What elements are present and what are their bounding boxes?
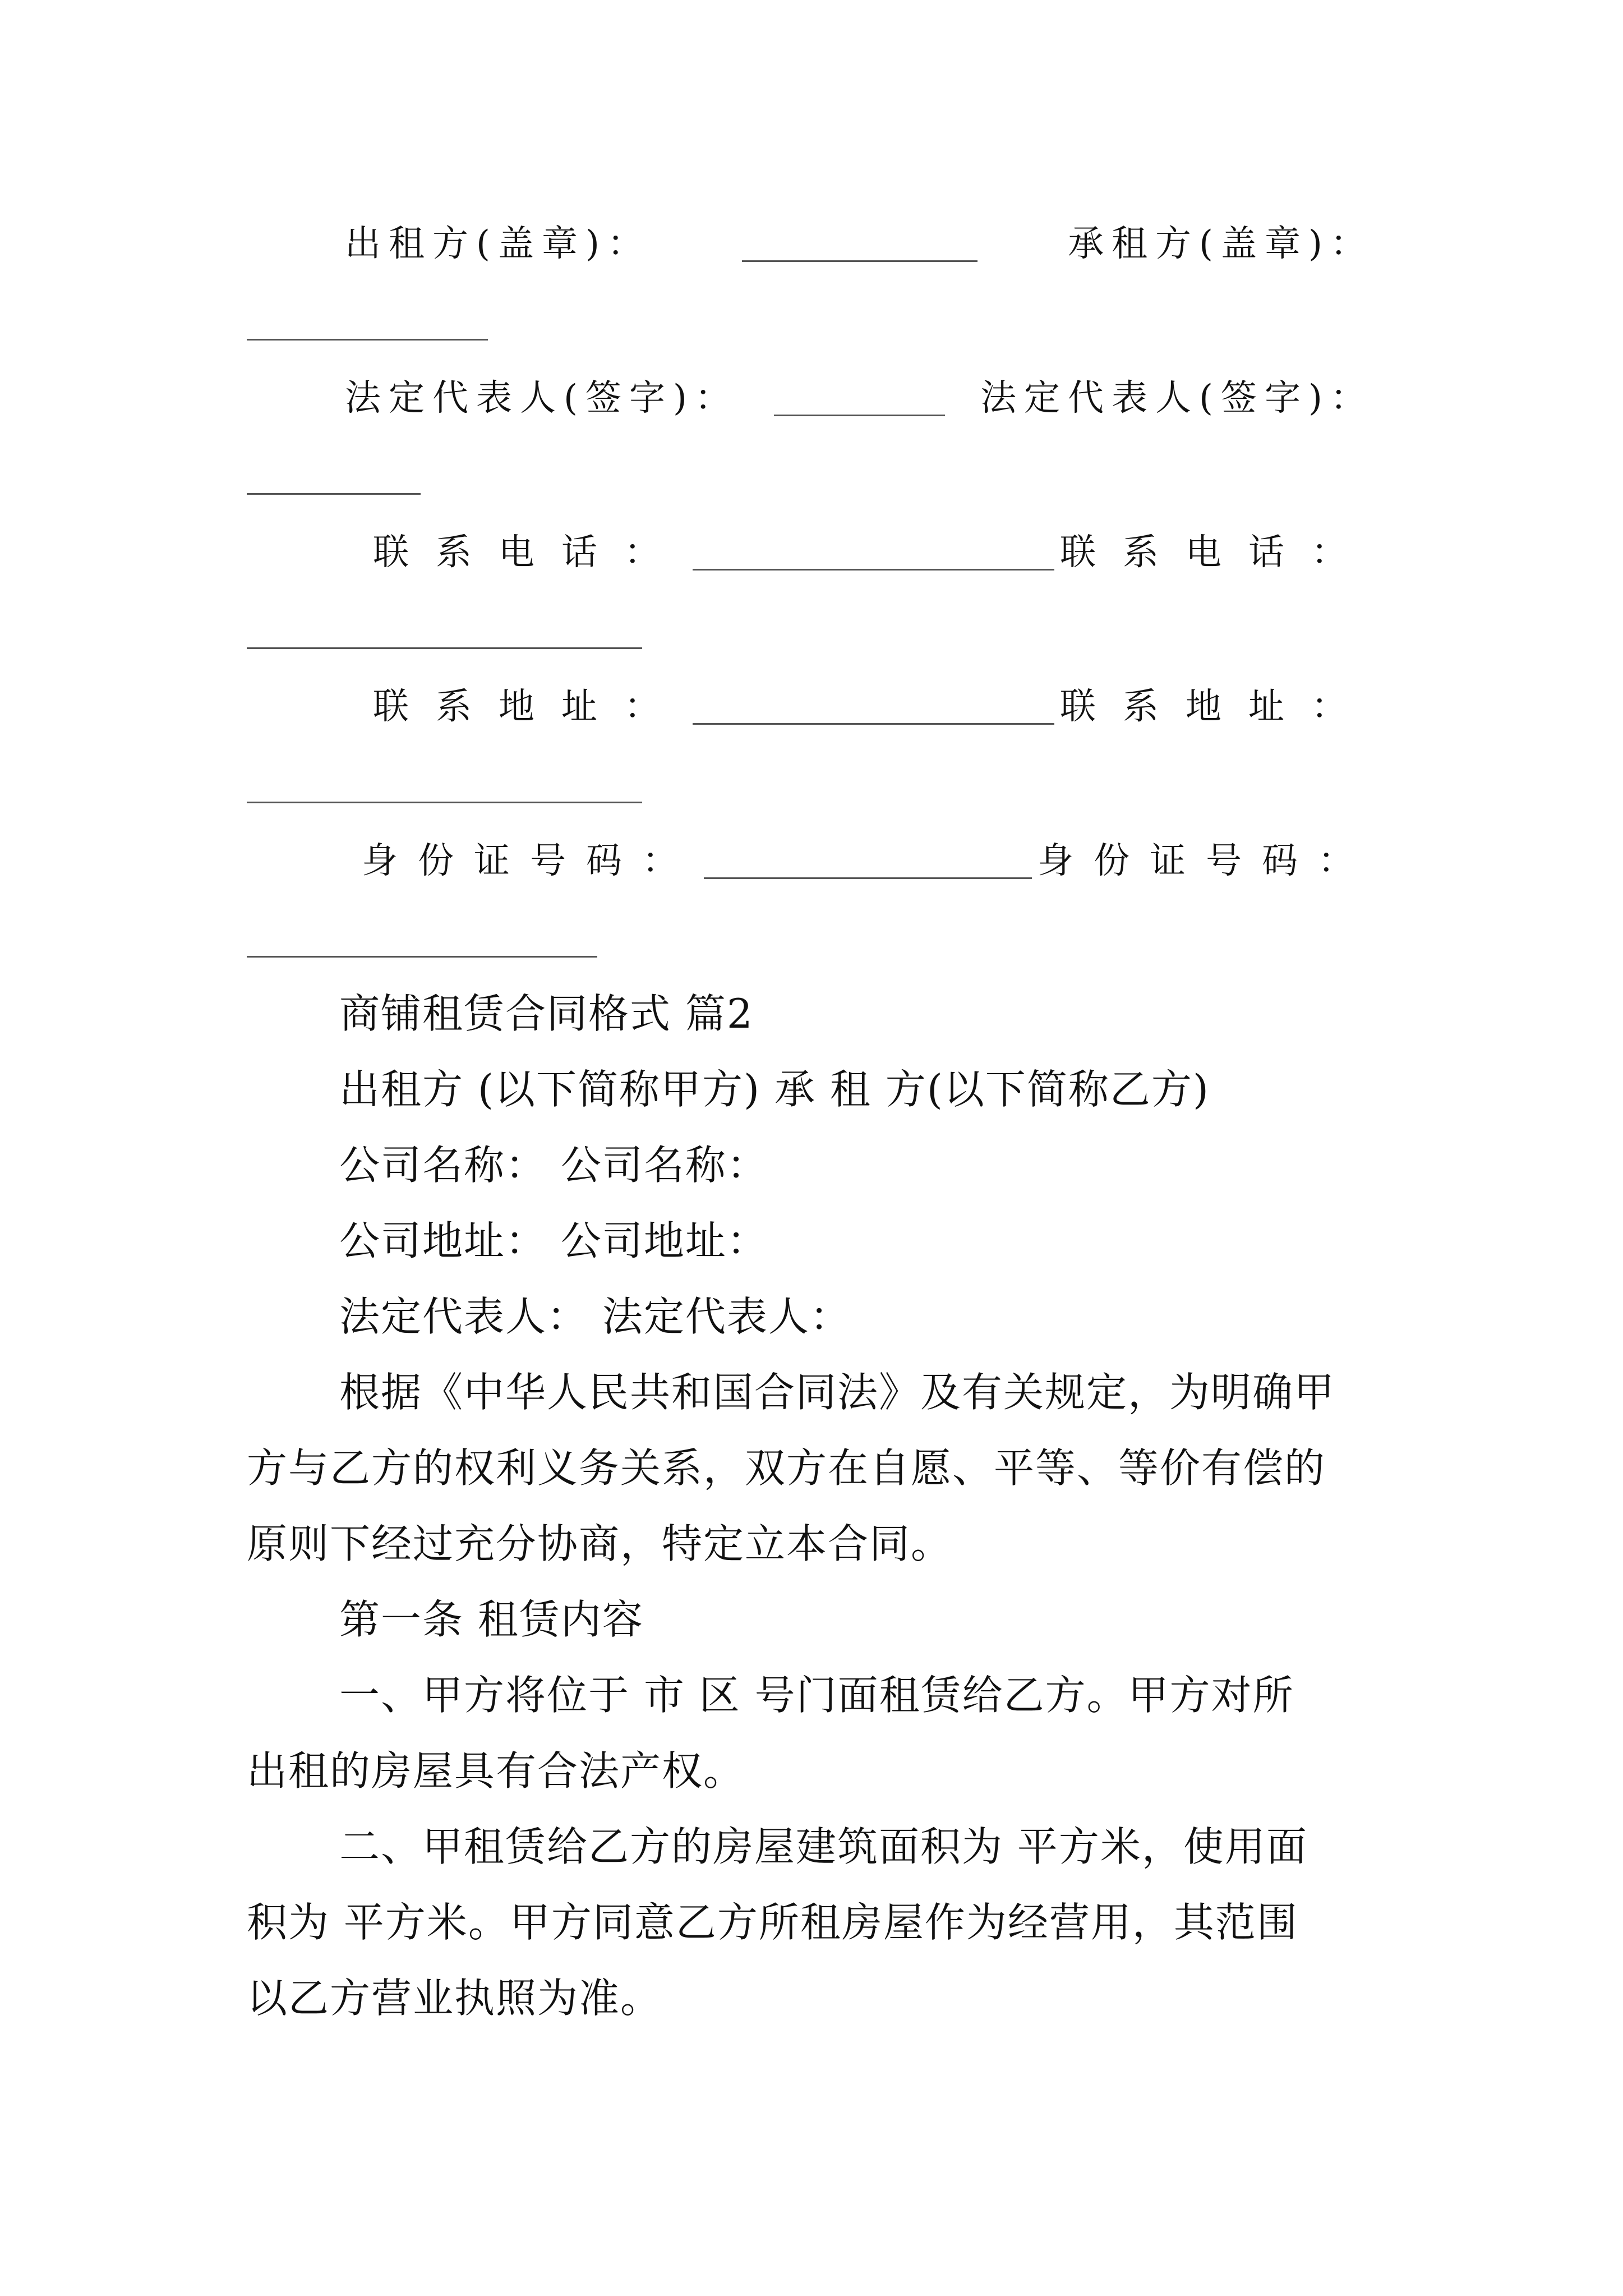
preamble-paragraph [247, 1355, 1380, 1582]
lessor-address-label: 联系地址： [373, 686, 687, 728]
lessee-id-blank [247, 954, 597, 958]
article-1-title: 第一条 租赁内容 [339, 1596, 644, 1643]
lessor-legal-rep-label: 法定代表人(签字)： [345, 378, 739, 419]
signature-row-legal-rep [345, 370, 1374, 426]
legal-rep-line: 法定代表人： 法定代表人： [339, 1293, 851, 1340]
company-name-line: 公司名称： 公司名称： [339, 1142, 768, 1189]
lessee-legal-rep-blank [247, 491, 421, 495]
lessor-address-blank [693, 688, 1054, 725]
lessor-phone-blank [693, 534, 1054, 570]
lessee-address-label: 联系地址： [1060, 686, 1374, 728]
lessor-id-blank [704, 843, 1032, 879]
lessee-legal-rep-label: 法定代表人(签字)： [980, 378, 1374, 419]
preamble-line: 原则下经过充分协商，特定立本合同。 [247, 1520, 953, 1567]
lessor-legal-rep-blank [774, 380, 945, 416]
clause-2-line: 以乙方营业执照为准。 [247, 1975, 662, 2022]
parties-line: 出租方 (以下简称甲方) 承 租 方(以下简称乙方) [339, 1066, 1210, 1113]
clause-2-line: 二、甲租赁给乙方的房屋建筑面积为 平方米，使用面 [339, 1823, 1308, 1870]
preamble-line: 根据《中华人民共和国合同法》及有关规定，为明确甲 [339, 1369, 1336, 1416]
clause-1-line: 出租的房屋具有合法产权。 [247, 1747, 745, 1795]
clause-2-line: 积为 平方米。甲方同意乙方所租房屋作为经营用，其范围 [247, 1899, 1298, 1946]
lessee-seal-blank [247, 337, 488, 341]
clause-1-line: 一、甲方将位于 市 区 号门面租赁给乙方。甲方对所 [339, 1672, 1294, 1719]
lessor-phone-label: 联系电话： [373, 532, 687, 573]
clause-2-paragraph [247, 1809, 1380, 2036]
lessee-phone-label: 联系电话： [1060, 532, 1374, 573]
preamble-line: 方与乙方的权利义务关系，双方在自愿、平等、等价有偿的 [247, 1444, 1326, 1492]
lessee-phone-blank [247, 645, 642, 649]
lessor-id-label: 身份证号码： [362, 840, 698, 882]
signature-row-address [345, 679, 1374, 735]
lessee-id-label: 身份证号码： [1038, 840, 1374, 882]
company-address-line: 公司地址： 公司地址： [339, 1217, 768, 1264]
lessor-seal-label: 出租方(盖章)： [345, 223, 651, 265]
clause-1-paragraph [247, 1658, 1380, 1809]
signature-row-id [345, 833, 1374, 889]
lessee-seal-label: 承租方(盖章)： [1068, 223, 1374, 265]
lessee-address-blank [247, 799, 642, 803]
contract-heading: 商铺租赁合同格式 篇2 [339, 990, 754, 1037]
signature-row-seal [345, 216, 1374, 272]
signature-row-phone [345, 524, 1374, 581]
lessor-seal-blank [742, 226, 978, 262]
